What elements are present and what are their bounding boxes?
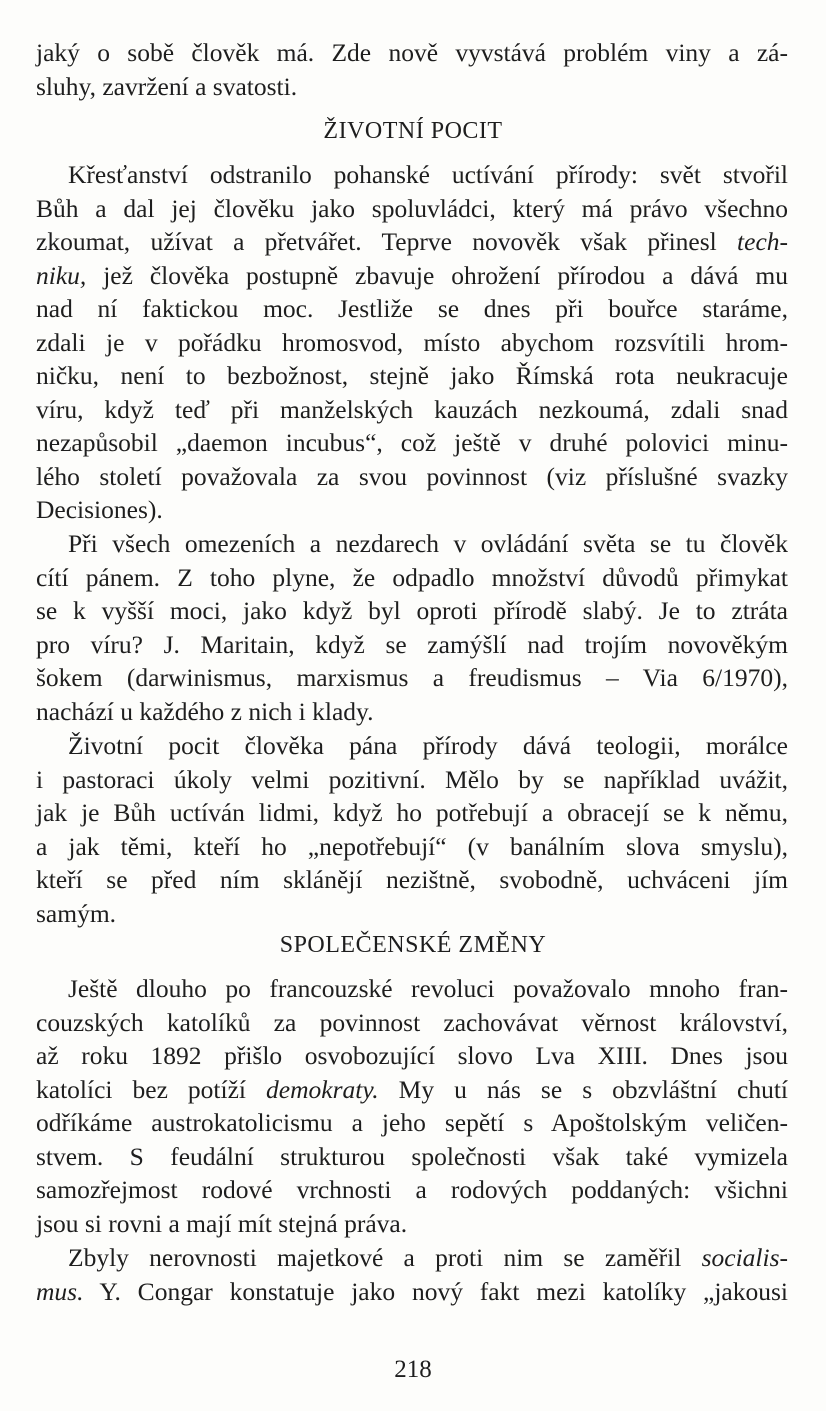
italic-term: niku,	[36, 260, 87, 290]
text-line: Decisiones).	[36, 495, 163, 524]
italic-term: mus.	[36, 1276, 84, 1306]
text-line: jak je Bůh uctíván lidmi, když ho potřebují a obracejí se k němu,	[36, 798, 788, 827]
paragraph	[36, 158, 788, 527]
paragraph	[36, 972, 788, 1240]
text-line: Křesťanství odstranilo pohanské uctívání přírody: svět stvořil	[68, 160, 788, 189]
text-line: sluhy, zavržení a svatosti.	[36, 71, 298, 101]
page-number: 218	[394, 1356, 432, 1383]
text-line: nad ní faktickou moc. Jestliže se dnes při bouřce staráme,	[36, 294, 788, 323]
paragraph	[36, 527, 788, 728]
text-line: nezapůsobil „daemon incubus“, což ještě v druhé polovici minu-	[36, 428, 788, 457]
text-line: odříkáme austrokatolicismu a jeho sepětí s Apoštolským veličen-	[36, 1108, 788, 1137]
text-line: víru, když teď při manželských kauzách nezkoumá, zdali snad	[36, 394, 788, 424]
text-line: i pastoraci úkoly velmi pozitivní. Mělo by se například uvážit,	[36, 764, 788, 794]
text-line: mus. Y. Congar konstatuje jako nový fakt mezi katolíky „jakousi	[36, 1276, 788, 1306]
text-line: Zbyly nerovnosti majetkové a proti nim se zaměřil socialis-	[68, 1243, 788, 1272]
text-line: pro víru? J. Maritain, když se zamýšlí nad trojím novověkým	[36, 629, 788, 659]
text-line: až roku 1892 přišlo osvobozující slovo Lva XIII. Dnes jsou	[36, 1041, 788, 1070]
text-line: jsou si rovni a mají mít stejná práva.	[36, 1208, 408, 1238]
text-line: ničku, není to bezbožnost, stejně jako Římská rota neukracuje	[36, 361, 788, 390]
text-line: samým.	[36, 898, 117, 928]
text-line: Při všech omezeních a nezdarech v ovládání světa se tu člověk	[68, 529, 788, 558]
text-line: Bůh a dal jej člověku jako spoluvládci, který má právo všechno	[36, 193, 788, 223]
text-line: zkoumat, užívat a přetvářet. Teprve novověk však přinesl tech-	[36, 227, 789, 256]
text-line: nachází u každého z nich i klady.	[36, 696, 374, 726]
text-line: stvem. S feudální strukturou společnosti však také vymizela	[36, 1141, 788, 1171]
text-line: se k vyšší moci, jako když byl oproti přírodě slabý. Je to ztráta	[36, 596, 788, 625]
text-line: couzských katolíků za povinnost zachovávat věrnost království,	[36, 1007, 788, 1037]
italic-term: socialis-	[701, 1243, 788, 1272]
text-line: katolíci bez potíží demokraty. My u nás se s obzvláštní chutí	[36, 1074, 788, 1104]
text-line: samozřejmost rodové vrchnosti a rodových poddaných: všichni	[36, 1175, 788, 1204]
text-line: a jak těmi, kteří ho „nepotřebují“ (v banálním slova smyslu),	[36, 831, 788, 861]
text-line: cítí pánem. Z toho plyne, že odpadlo množství důvodů přimykat	[36, 562, 788, 592]
text-line: jaký o sobě člověk má. Zde nově vyvstává problém viny a zá-	[36, 38, 788, 67]
section-heading-zivotni-pocit: ŽIVOTNÍ POCIT	[323, 118, 503, 144]
continued-paragraph	[36, 36, 788, 103]
text-line: niku, jež člověka postupně zbavuje ohrožení přírodou a dává mu	[36, 260, 788, 290]
paragraph	[36, 729, 788, 930]
text-line: kteří se před ním sklánějí nezištně, svobodně, uchváceni jím	[36, 865, 788, 894]
text-line: zdali je v pořádku hromosvod, místo abychom rozsvítili hrom-	[36, 327, 788, 357]
section-heading-spolecenske-zmeny: SPOLEČENSKÉ ZMĚNY	[279, 932, 547, 958]
paragraph	[36, 1241, 788, 1308]
text-line: Ještě dlouho po francouzské revoluci považovalo mnoho fran-	[68, 974, 788, 1003]
italic-term: demokraty.	[266, 1074, 379, 1104]
italic-term: tech-	[737, 227, 789, 256]
text-line: Životní pocit člověka pána přírody dává teologii, morálce	[68, 731, 788, 760]
text-line: lého století považovala za svou povinnost (viz příslušné svazky	[36, 461, 788, 491]
text-line: šokem (darwinismus, marxismus a freudismus – Via 6/1970),	[36, 663, 788, 692]
